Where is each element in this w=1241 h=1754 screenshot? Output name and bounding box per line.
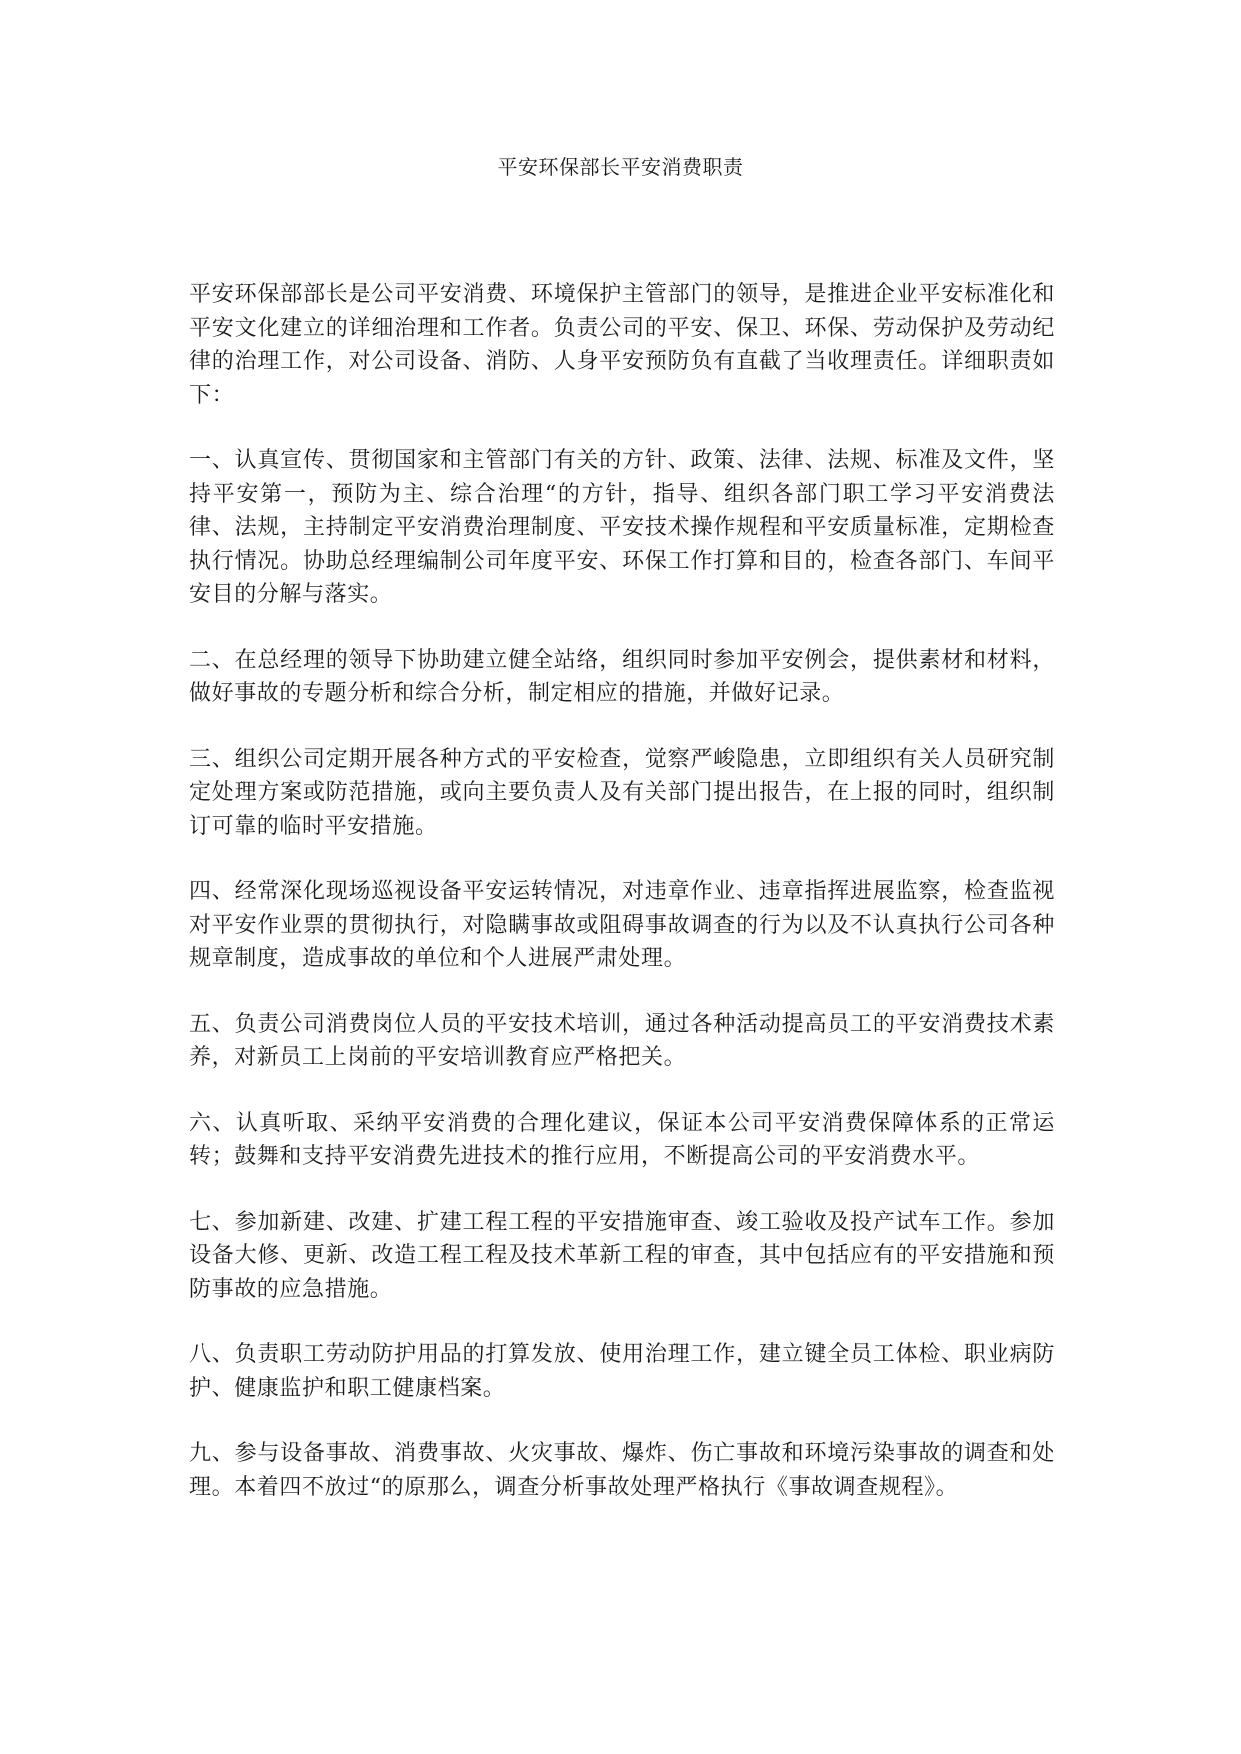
paragraph-duty-1: 一、认真宣传、贯彻国家和主管部门有关的方针、政策、法律、法规、标准及文件，坚持平安第一，预防为主、综合治理“的方针，指导、组织各部门职工学习平安消费法律、法规，主持制定平安消费治理制度、平安技术操作规程和平安质量标准，定期检查执行情况。协助总经理编制公司年度平安、环保工作打算和目的，检查各部门、车间平安目的分解与落实。 [189, 448, 1055, 607]
paragraph-duty-6: 六、认真听取、采纳平安消费的合理化建议，保证本公司平安消费保障体系的正常运转；鼓舞和支持平安消费先进技术的推行应用，不断提高公司的平安消费水平。 [189, 1110, 1055, 1169]
paragraph-duty-2: 二、在总经理的领导下协助建立健全站络，组织同时参加平安例会，提供素材和材料，做好事故的专题分析和综合分析，制定相应的措施，并做好记录。 [189, 647, 1055, 706]
paragraph-duty-8: 八、负责职工劳动防护用品的打算发放、使用治理工作，建立键全员工体检、职业病防护、健康监护和职工健康档案。 [189, 1342, 1055, 1401]
paragraph-duty-3: 三、组织公司定期开展各种方式的平安检查，觉察严峻隐患，立即组织有关人员研究制定处理方案或防范措施，或向主要负责人及有关部门提出报告，在上报的同时，组织制订可靠的临时平安措施。 [189, 746, 1055, 839]
document-title: 平安环保部长平安消费职责 [497, 155, 744, 179]
paragraph-duty-9: 九、参与设备事故、消费事故、火灾事故、爆炸、伤亡事故和环境污染事故的调查和处理。本着四不放过“的原那么，调查分析事故处理严格执行《事故调查规程》。 [189, 1441, 1055, 1500]
paragraph-duty-5: 五、负责公司消费岗位人员的平安技术培训，通过各种活动提高员工的平安消费技术素养，对新员工上岗前的平安培训教育应严格把关。 [189, 1011, 1055, 1070]
paragraph-intro: 平安环保部部长是公司平安消费、环境保护主管部门的领导，是推进企业平安标准化和平安文化建立的详细治理和工作者。负责公司的平安、保卫、环保、劳动保护及劳动纪律的治理工作，对公司设备、消防、人身平安预防负有直截了当收理责任。详细职责如下： [189, 282, 1055, 408]
paragraph-duty-4: 四、经常深化现场巡视设备平安运转情况，对违章作业、违章指挥进展监察，检查监视对平安作业票的贯彻执行，对隐瞒事故或阻碍事故调查的行为以及不认真执行公司各种规章制度，造成事故的单位和个人进展严肃处理。 [189, 879, 1055, 971]
document-body [189, 278, 1055, 1536]
paragraph-duty-7: 七、参加新建、改建、扩建工程工程的平安措施审查、竣工验收及投产试车工作。参加设备大修、更新、改造工程工程及技术革新工程的审查，其中包括应有的平安措施和预防事故的应急措施。 [189, 1209, 1055, 1302]
